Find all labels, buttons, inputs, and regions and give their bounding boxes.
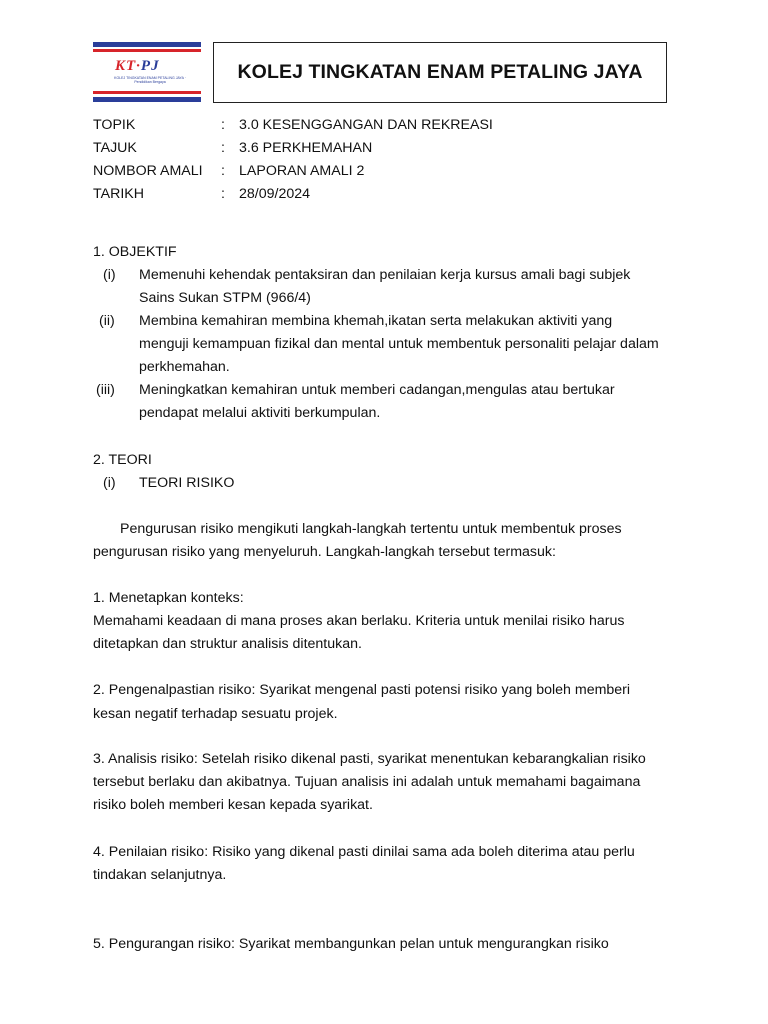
objective-line: Sains Sukan STPM (966/4) [139, 290, 311, 306]
info-table [93, 117, 693, 209]
logo-stripe [93, 42, 201, 47]
logo-mark-left: KT [115, 58, 137, 74]
info-row-nombor-amali [93, 163, 693, 186]
info-value: 3.0 KESENGGANGAN DAN REKREASI [239, 117, 493, 133]
list-number: (ii) [99, 313, 115, 329]
step-line: 5. Pengurangan risiko: Syarikat membangunkan pelan untuk mengurangkan risiko [93, 936, 609, 952]
step-line: kesan negatif terhadap sesuatu projek. [93, 706, 338, 722]
info-label: NOMBOR AMALI [93, 163, 203, 179]
objective-line: Meningkatkan kemahiran untuk memberi cadangan,mengulas atau bertukar [139, 382, 615, 398]
step-line: tindakan selanjutnya. [93, 867, 227, 883]
info-row-tajuk [93, 140, 693, 163]
step-line: 2. Pengenalpastian risiko: Syarikat mengenal pasti potensi risiko yang boleh memberi [93, 682, 631, 698]
section-heading-teori: 2. TEORI [93, 452, 152, 468]
document-title: KOLEJ TINGKATAN ENAM PETALING JAYA [237, 61, 643, 83]
title-box [213, 42, 667, 103]
info-row-tarikh [93, 186, 693, 209]
logo-mark-right: PJ [140, 58, 160, 74]
paragraph-line: pengurusan risiko yang menyeluruh. Langkah-langkah tersebut termasuk: [93, 544, 556, 560]
info-colon: : [221, 186, 225, 202]
objective-line: menguji kemampuan fizikal dan mental untuk membentuk personaliti pelajar dalam [139, 336, 659, 352]
info-label: TOPIK [93, 117, 136, 133]
info-colon: : [221, 117, 225, 133]
logo-stripe [93, 49, 201, 52]
logo-stripe [93, 91, 201, 94]
info-value: 28/09/2024 [239, 186, 311, 202]
objective-line: Memenuhi kehendak pentaksiran dan penilaian kerja kursus amali bagi subjek [139, 267, 631, 283]
step-line: 4. Penilaian risiko: Risiko yang dikenal pasti dinilai sama ada boleh diterima atau perlu [93, 844, 635, 860]
list-number: (i) [103, 267, 116, 283]
section-heading-objektif: 1. OBJEKTIF [93, 244, 177, 260]
objective-line: perkhemahan. [139, 359, 230, 375]
list-number: (i) [103, 475, 116, 491]
step-line: tersebut berlaku dan akibatnya. Tujuan analisis ini adalah untuk memahami bagaimana [93, 774, 641, 790]
paragraph-line: Pengurusan risiko mengikuti langkah-langkah tertentu untuk membentuk proses [120, 521, 622, 537]
step-line: 1. Menetapkan konteks: [93, 590, 244, 606]
objective-line: Membina kemahiran membina khemah,ikatan serta melakukan aktiviti yang [139, 313, 613, 329]
info-label: TARIKH [93, 186, 144, 202]
info-row-topik [93, 117, 693, 140]
subheading-teori-risiko: TEORI RISIKO [139, 475, 235, 491]
info-value: 3.6 PERKHEMAHAN [239, 140, 373, 156]
step-line: Memahami keadaan di mana proses akan berlaku. Kriteria untuk menilai risiko harus [93, 613, 625, 629]
logo-caption: KOLEJ TINGKATAN ENAM PETALING JAYA · Pendidikan Bergaya [114, 76, 186, 84]
info-value: LAPORAN AMALI 2 [239, 163, 365, 179]
list-number: (iii) [96, 382, 115, 398]
info-label: TAJUK [93, 140, 137, 156]
info-colon: : [221, 163, 225, 179]
objective-line: pendapat melalui aktiviti berkumpulan. [139, 405, 381, 421]
logo-mark: KT·PJ [115, 58, 160, 74]
info-colon: : [221, 140, 225, 156]
step-line: ditetapkan dan struktur analisis ditentukan. [93, 636, 362, 652]
step-line: 3. Analisis risiko: Setelah risiko dikenal pasti, syarikat menentukan kebarangkalian risiko [93, 751, 646, 767]
step-line: risiko boleh memberi kesan kepada syarikat. [93, 797, 373, 813]
logo-stripe [93, 97, 201, 102]
college-logo [93, 42, 201, 104]
